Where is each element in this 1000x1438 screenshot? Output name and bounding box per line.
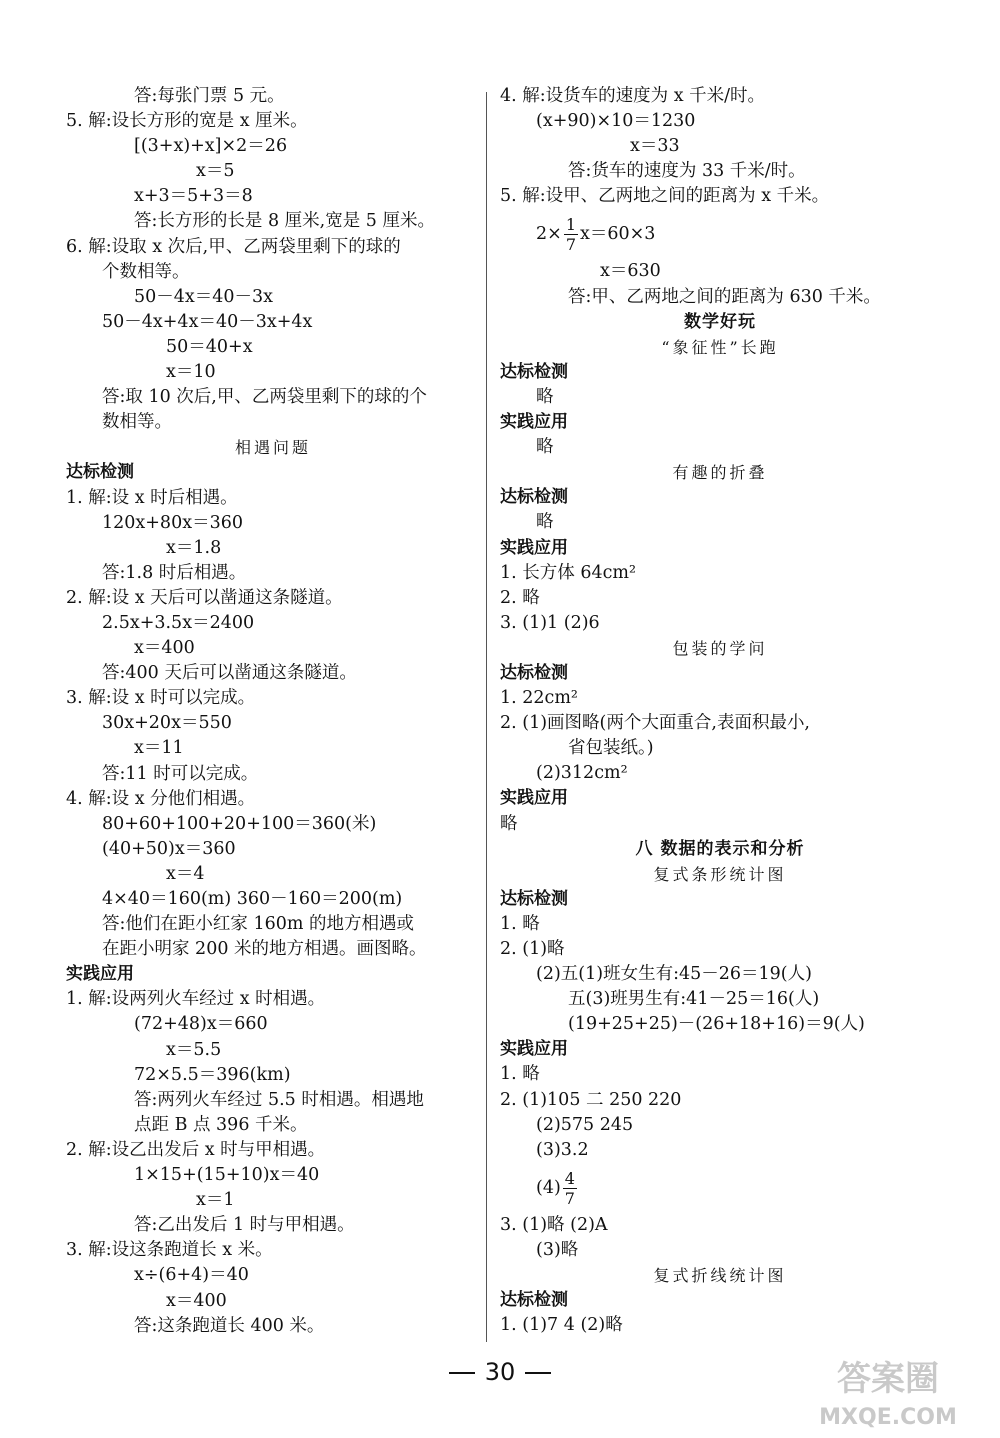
right-line: x＝33 [630, 136, 680, 157]
left-line: 120x+80x＝360 [102, 512, 243, 533]
right-line: 2. (1)画图略(两个大面重合,表面积最小, [500, 713, 811, 734]
right-line [500, 209, 940, 259]
right-line: 答:货车的速度为 33 千米/时。 [568, 161, 806, 182]
right-column [500, 84, 940, 1338]
right-line: “象征性”长跑 [661, 337, 779, 357]
right-line: 2. (1)105 二 250 220 [500, 1089, 682, 1110]
left-line: 4. 解:设 x 分他们相遇。 [66, 788, 256, 809]
left-line: 答:400 天后可以凿通这条隧道。 [102, 663, 357, 684]
left-line: (40+50)x＝360 [102, 838, 236, 859]
right-line: 达标检测 [500, 1290, 568, 1311]
right-line: (19+25+25)－(26+18+16)＝9(人) [568, 1014, 865, 1035]
right-line: 1. 略 [500, 1064, 540, 1085]
right-line: 达标检测 [500, 662, 568, 683]
left-line: 答:1.8 时后相遇。 [102, 562, 247, 583]
right-line: 五(3)班男生有:41－25＝16(人) [568, 989, 820, 1010]
left-line: 6. 解:设取 x 次后,甲、乙两袋里剩下的球的 [66, 236, 401, 257]
right-line: 2. 略 [500, 587, 540, 608]
expr-suffix: x＝60×3 [580, 224, 656, 245]
watermark-top: 答案圈 [837, 1359, 939, 1399]
left-line: 2.5x+3.5x＝2400 [102, 612, 255, 633]
right-line: 达标检测 [500, 487, 568, 508]
right-line: 省包装纸。) [568, 738, 654, 759]
left-line: 2. 解:设 x 天后可以凿通这条隧道。 [66, 587, 343, 608]
right-line: 1. 22cm² [500, 688, 578, 709]
left-line: 1. 解:设 x 时后相遇。 [66, 487, 238, 508]
fraction [563, 1169, 577, 1208]
left-line: x＝400 [166, 1290, 227, 1311]
right-line: (3)略 [536, 1239, 579, 1260]
right-line: 实践应用 [500, 537, 568, 558]
left-line: 3. 解:设这条跑道长 x 米。 [66, 1240, 273, 1261]
left-line: 答:他们在距小红家 160m 的地方相遇或 [102, 914, 415, 935]
left-line: x＝11 [134, 738, 184, 759]
left-line: 答:11 时可以完成。 [102, 763, 259, 784]
left-line: 数相等。 [102, 412, 172, 433]
left-line: 50－4x＝40－3x [134, 286, 274, 307]
left-line: [(3+x)+x]×2＝26 [134, 136, 288, 157]
left-line: 达标检测 [66, 462, 134, 483]
left-line: x＝10 [166, 362, 216, 383]
fraction-denominator: 7 [565, 235, 576, 255]
right-line: 4. 解:设货车的速度为 x 千米/时。 [500, 86, 766, 106]
dash-right [525, 1372, 551, 1374]
right-line: 有趣的折叠 [672, 463, 768, 483]
right-line: 实践应用 [500, 1039, 568, 1060]
expr-prefix: 2× [536, 224, 562, 245]
left-line: x＝400 [134, 638, 195, 659]
left-line: 在距小明家 200 米的地方相遇。画图略。 [102, 939, 427, 960]
right-line: (2)五(1)班女生有:45－26＝19(人) [536, 964, 812, 985]
dash-left [449, 1372, 475, 1374]
right-line: 答:甲、乙两地之间的距离为 630 千米。 [568, 286, 881, 307]
right-line: 5. 解:设甲、乙两地之间的距离为 x 千米。 [500, 186, 830, 207]
right-line: 达标检测 [500, 888, 568, 909]
right-line: 略 [500, 813, 518, 834]
right-line: 达标检测 [500, 361, 568, 382]
left-line: 答:乙出发后 1 时与甲相遇。 [134, 1215, 355, 1236]
left-line: 1×15+(15+10)x＝40 [134, 1165, 320, 1186]
left-line: 答:这条跑道长 400 米。 [134, 1315, 325, 1336]
right-line: x＝630 [600, 261, 661, 282]
left-line: 答:每张门票 5 元。 [134, 86, 285, 106]
left-line: x＝4 [166, 863, 205, 884]
left-line: 1. 解:设两列火车经过 x 时相遇。 [66, 989, 326, 1010]
left-line: 个数相等。 [102, 261, 190, 282]
fraction-denominator: 7 [564, 1188, 575, 1208]
page-number-text: 30 [484, 1358, 516, 1386]
fraction [564, 215, 578, 254]
left-line: 72×5.5＝396(km) [134, 1064, 291, 1085]
left-line: x＝5.5 [166, 1039, 222, 1060]
right-line: (3)3.2 [536, 1139, 589, 1160]
right-line: 略 [536, 386, 554, 407]
left-line: x÷(6+4)＝40 [134, 1265, 249, 1286]
left-column [66, 84, 480, 1339]
left-line: x+3＝5+3＝8 [134, 186, 253, 207]
right-line: 实践应用 [500, 412, 568, 433]
right-line: 略 [536, 512, 554, 533]
left-line: 答:两列火车经过 5.5 时相遇。相遇地 [134, 1089, 424, 1110]
watermark-logo [788, 1352, 988, 1432]
right-line: 实践应用 [500, 788, 568, 809]
right-line: (2)575 245 [536, 1114, 634, 1135]
left-line: x＝1.8 [166, 537, 222, 558]
left-line: 实践应用 [66, 964, 134, 985]
left-line: 答:长方形的长是 8 厘米,宽是 5 厘米。 [134, 211, 435, 232]
right-line: 复式条形统计图 [653, 864, 787, 884]
left-line: 4×40＝160(m) 360－160＝200(m) [102, 889, 403, 909]
left-line: 30x+20x＝550 [102, 713, 232, 734]
right-line: 复式折线统计图 [653, 1266, 787, 1286]
right-line: 3. (1)略 (2)A [500, 1214, 608, 1235]
right-line: 1. 长方体 64cm² [500, 562, 637, 583]
left-line: x＝5 [196, 161, 235, 182]
right-line: 1. 略 [500, 913, 540, 934]
fraction-numerator: 4 [564, 1168, 575, 1188]
right-line: 2. (1)略 [500, 939, 565, 959]
left-line: 80+60+100+20+100＝360(米) [102, 813, 377, 834]
right-line: 1. (1)7 4 (2)略 [500, 1315, 623, 1336]
left-line: 50－4x+4x＝40－3x+4x [102, 311, 313, 332]
expr-prefix: (4) [536, 1177, 561, 1198]
column-divider [486, 92, 487, 1342]
right-line: 八 数据的表示和分析 [635, 838, 805, 859]
left-line: 5. 解:设长方形的宽是 x 厘米。 [66, 111, 308, 132]
right-line: 数学好玩 [684, 311, 756, 332]
right-line: (x+90)×10＝1230 [536, 111, 696, 132]
right-line [500, 1163, 940, 1213]
left-line: 50＝40+x [166, 336, 253, 357]
left-line: 相遇问题 [234, 438, 311, 458]
left-line: x＝1 [196, 1190, 235, 1211]
right-line: 3. (1)1 (2)6 [500, 612, 600, 633]
left-line: 2. 解:设乙出发后 x 时与甲相遇。 [66, 1139, 326, 1160]
left-line: (72+48)x＝660 [134, 1014, 268, 1035]
left-line: 答:取 10 次后,甲、乙两袋里剩下的球的个 [102, 387, 427, 408]
right-line: 略 [536, 437, 554, 458]
right-line: 包装的学问 [672, 638, 768, 658]
watermark-bottom: MXQE.COM [819, 1405, 957, 1430]
fraction-numerator: 1 [565, 215, 576, 235]
right-line: (2)312cm² [536, 763, 628, 784]
left-line: 点距 B 点 396 千米。 [134, 1114, 308, 1135]
left-line: 3. 解:设 x 时可以完成。 [66, 688, 256, 709]
